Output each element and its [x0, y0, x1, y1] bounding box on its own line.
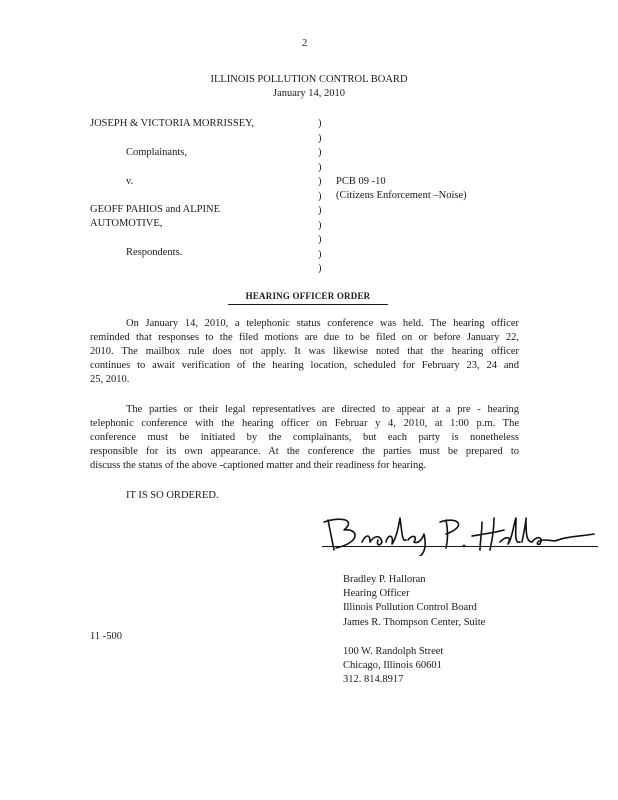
caption-paren: ) — [318, 190, 322, 202]
agency-header: ILLINOIS POLLUTION CONTROL BOARD — [210, 74, 408, 85]
caption-paren: ) — [318, 205, 322, 216]
respondents-names-line1: GEOFF PAHIOS and ALPINE — [90, 204, 221, 215]
paragraph-line: reminded that responses to the filed motions are due to be filed on or before January 22, — [90, 332, 519, 343]
signer-name: Bradley P. Halloran — [343, 574, 426, 585]
caption-paren: ) — [318, 176, 322, 187]
signer-suite: 11 -500 — [90, 631, 122, 642]
respondents-label: Respondents. — [126, 247, 183, 258]
complainants-names: JOSEPH & VICTORIA MORRISSEY, — [90, 118, 254, 129]
signer-city: Chicago, Illinois 60601 — [343, 660, 442, 671]
caption-paren: ) — [318, 161, 322, 173]
caption-paren: ) — [318, 263, 322, 274]
versus-label: v. — [126, 176, 134, 187]
caption-paren-column — [318, 117, 328, 277]
signer-agency: Illinois Pollution Control Board — [343, 602, 477, 613]
complainants-label: Complainants, — [126, 147, 187, 158]
paragraph-line: responsible for its own appearance. At the conference the parties must be prepared to — [90, 446, 519, 457]
paragraph-line: 2010. The mailbox rule does not apply. It was likewise noted that the hearing officer — [90, 346, 519, 357]
case-type: (Citizens Enforcement –Noise) — [336, 190, 467, 201]
signer-street: 100 W. Randolph Street — [343, 646, 444, 657]
paragraph-line: The parties or their legal representatives are directed to appear at a pre - hearing — [126, 404, 519, 415]
caption-paren: ) — [318, 132, 322, 144]
case-number: PCB 09 -10 — [336, 176, 386, 187]
signer-title: Hearing Officer — [343, 588, 410, 599]
order-title: HEARING OFFICER ORDER — [228, 289, 388, 305]
paragraph-status-conference — [90, 317, 519, 387]
paragraph-line: telephonic conference with the hearing officer on Februar y 4, 2010, at 1:00 p.m. The — [90, 418, 519, 429]
page-number: 2 — [302, 38, 308, 49]
paragraph-line: discuss the status of the above -captioned matter and their readiness for hearing. — [90, 460, 427, 471]
paragraph-line: 25, 2010. — [90, 374, 130, 385]
paragraph-prehearing-conference — [90, 403, 519, 473]
signature-line — [322, 546, 598, 547]
paragraph-line: continues to await verification of the hearing location, scheduled for February 23, 24 and — [90, 360, 519, 371]
caption-paren: ) — [318, 219, 322, 231]
order-date: January 14, 2010 — [272, 88, 346, 99]
paragraph-line: conference must be initiated by the complainants, but each party is nonetheless — [90, 432, 519, 443]
caption-paren: ) — [318, 234, 322, 245]
so-ordered: IT IS SO ORDERED. — [126, 490, 219, 501]
caption-paren: ) — [318, 118, 322, 129]
handwritten-signature — [322, 512, 602, 556]
caption-paren: ) — [318, 248, 322, 260]
respondents-names-line2: AUTOMOTIVE, — [90, 218, 163, 229]
signer-phone: 312. 814.8917 — [343, 674, 404, 685]
caption-paren: ) — [318, 147, 322, 158]
signer-building: James R. Thompson Center, Suite — [343, 617, 486, 628]
paragraph-line: On January 14, 2010, a telephonic status conference was held. The hearing officer — [126, 318, 519, 329]
